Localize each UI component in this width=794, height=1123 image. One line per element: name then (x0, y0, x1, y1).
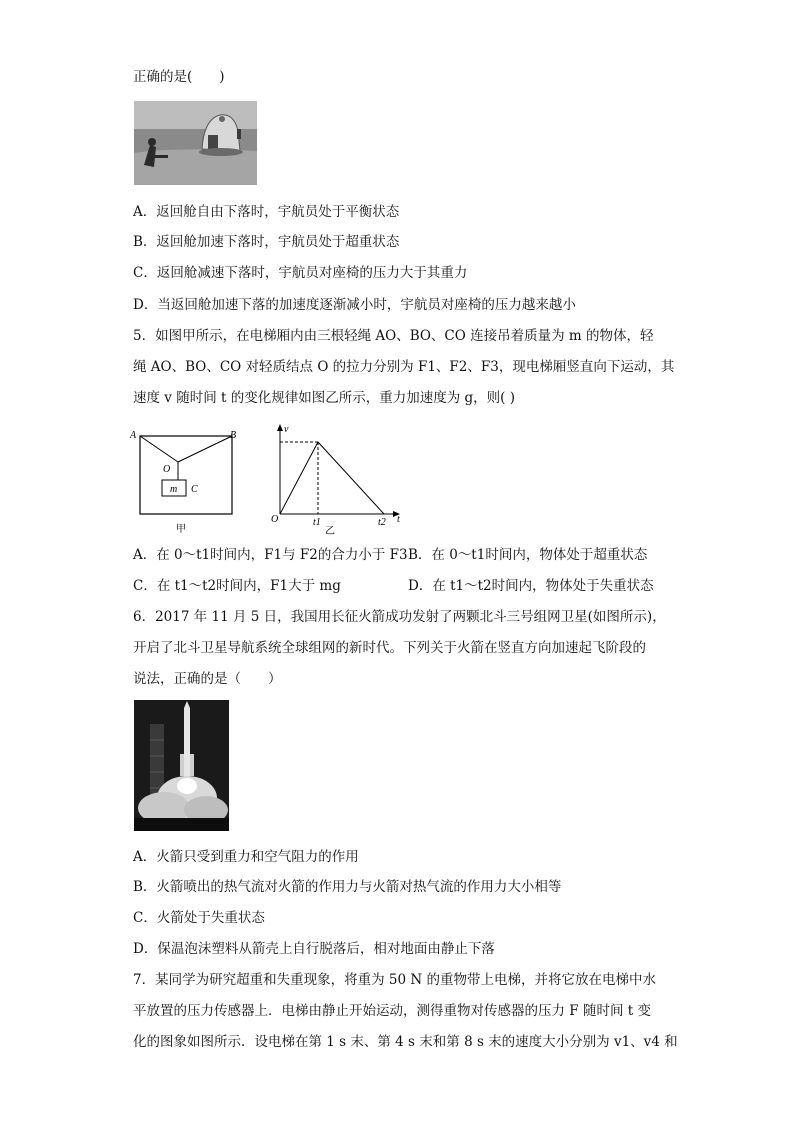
q6-option-c: C．火箭处于失重状态 (133, 910, 265, 926)
q4-option-d: D．当返回舱加速下落的加速度逐渐减小时，宇航员对座椅的压力越来越小 (133, 297, 576, 313)
q4-option-c: C．返回舱减速下落时，宇航员对座椅的压力大于其重力 (133, 265, 468, 281)
q6-stem-line-2: 开启了北斗卫星导航系统全球组网的新时代。下列关于火箭在竖直方向加速起飞阶段的 (133, 640, 646, 656)
tick-t1: t1 (313, 517, 321, 528)
label-m: m (170, 484, 178, 495)
q4-option-b: B．返回舱加速下落时，宇航员处于超重状态 (133, 234, 400, 250)
label-c: C (191, 484, 198, 495)
q5-option-a: A．在 0～t1时间内，F1与 F2的合力小于 F3 (133, 547, 408, 563)
figure-yi-vt-graph (268, 422, 408, 536)
q5-option-c: C．在 t1～t2时间内，F1大于 mg (133, 578, 341, 594)
label-b: B (230, 430, 237, 441)
caption-yi: 乙 (325, 526, 335, 536)
caption-jia: 甲 (176, 524, 186, 534)
q6-option-a: A．火箭只受到重力和空气阻力的作用 (133, 849, 359, 865)
q7-stem-line-2: 平放置的压力传感器上．电梯由静止开始运动，测得重物对传感器的压力 F 随时间 t 变 (133, 1003, 651, 1019)
q7-stem-line-1: 7．某同学为研究超重和失重现象，将重为 50 N 的重物带上电梯，并将它放在电梯中水 (133, 972, 656, 988)
rocket-launch-photo (134, 700, 229, 831)
tick-t2: t2 (378, 517, 386, 528)
origin-label: O (271, 514, 279, 525)
axis-t-label: t (397, 514, 400, 525)
q6-stem-line-1: 6．2017 年 11 月 5 日，我国用长征火箭成功发射了两颗北斗三号组网卫星(如图所示)， (133, 609, 666, 625)
capsule-photo (134, 101, 257, 185)
label-o: O (163, 464, 171, 475)
q6-stem-line-3: 说法，正确的是（ ） (133, 671, 282, 687)
q6-option-d: D．保温泡沫塑料从箭壳上自行脱落后，相对地面由静止下落 (133, 941, 495, 957)
figure-jia-elevator (128, 428, 248, 534)
q5-option-b: B．在 0～t1时间内，物体处于超重状态 (408, 547, 648, 563)
q6-option-b: B．火箭喷出的热气流对火箭的作用力与火箭对热气流的作用力大小相等 (133, 879, 562, 895)
axis-v-label: v (284, 424, 289, 435)
q5-stem-line-1: 5．如图甲所示，在电梯厢内由三根轻绳 AO、BO、CO 连接吊着质量为 m 的物体，轻 (133, 328, 654, 344)
q5-option-d: D．在 t1～t2时间内，物体处于失重状态 (408, 578, 654, 594)
q5-stem-line-3: 速度 v 随时间 t 的变化规律如图乙所示，重力加速度为 g，则( ) (133, 390, 515, 406)
q4-option-a: A．返回舱自由下落时，宇航员处于平衡状态 (133, 204, 400, 220)
q7-stem-line-3: 化的图象如图所示．设电梯在第 1 s 末、第 4 s 末和第 8 s 末的速度大小分别为 v1、v4 和 (133, 1034, 678, 1050)
q4-stem-tail: 正确的是( ) (133, 69, 225, 85)
q5-stem-line-2: 绳 AO、BO、CO 对轻质结点 O 的拉力分别为 F1、F2、F3，现电梯厢竖直向下运动，其 (133, 359, 675, 375)
label-a: A (130, 430, 137, 441)
